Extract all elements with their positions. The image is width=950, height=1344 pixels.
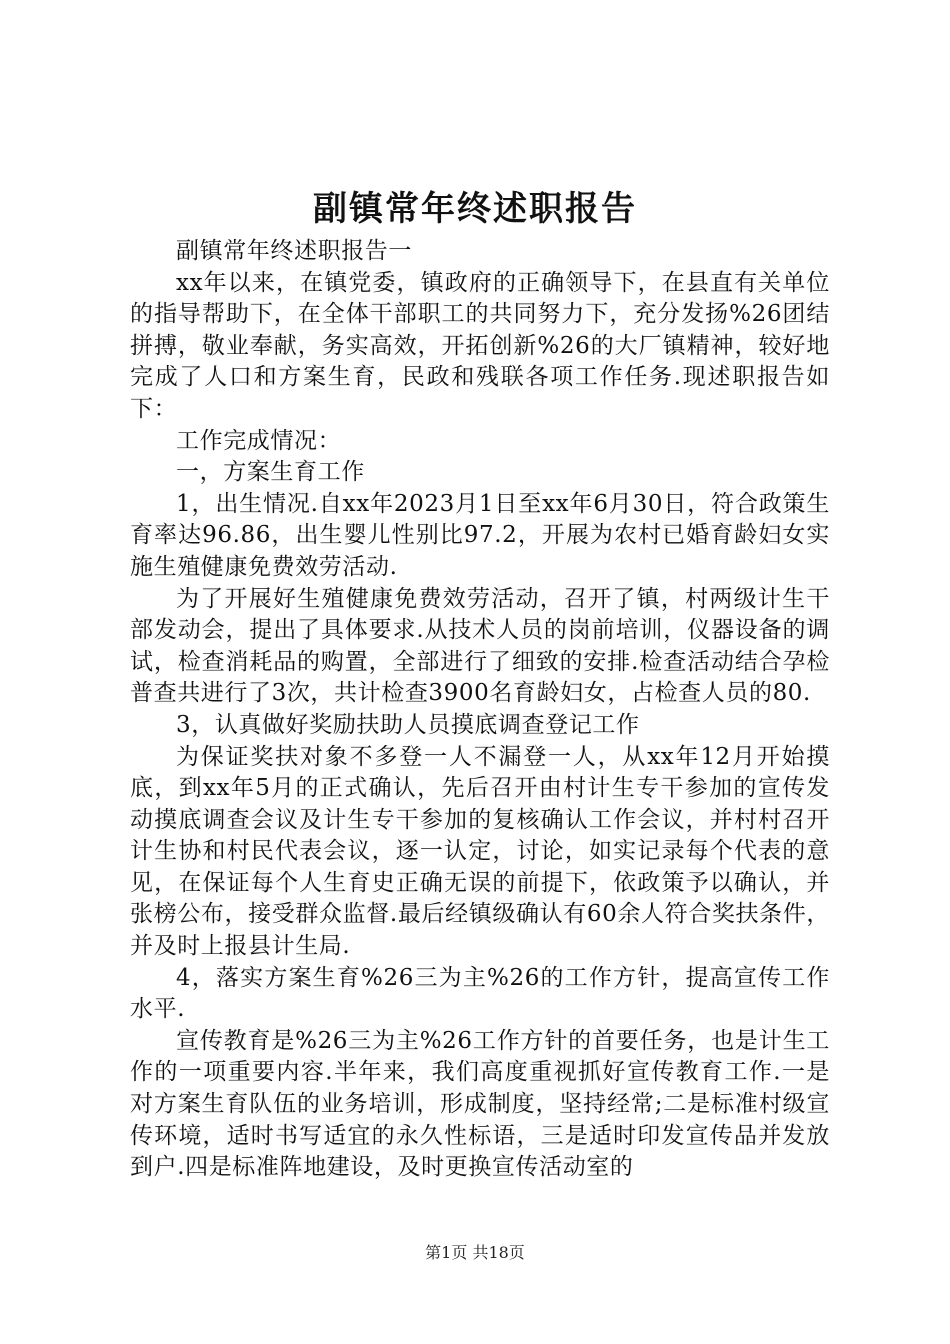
paragraph-item-3-heading: 3，认真做好奖励扶助人员摸底调查登记工作 <box>176 711 640 738</box>
document-body <box>130 236 830 1184</box>
paragraph-subsection-heading: 一，方案生育工作 <box>176 459 365 486</box>
paragraph-publicity: 宣传教育是%26三为主%26工作方针的首要任务，也是计生工作的一项重要内容.半年来，我们高度重视抓好宣传教育工作.一是对方案生育队伍的业务培训，形成制度，坚持经常;二是标准村级宣传环境，适时书写适宜的永久性标语，三是适时印发宣传品并发放到户.四是标准阵地建设，及时更换宣传活动室的 <box>130 1027 830 1181</box>
paragraph-birth-situation: 1，出生情况.自xx年2023月1日至xx年6月30日，符合政策生育率达96.86，出生婴儿性别比97.2，开展为农村已婚育龄妇女实施生殖健康免费效劳活动. <box>130 490 830 580</box>
paragraph-section-heading: 工作完成情况： <box>176 427 342 454</box>
paragraph-subtitle: 副镇常年终述职报告一 <box>176 238 412 264</box>
paragraph-health-service: 为了开展好生殖健康免费效劳活动，召开了镇，村两级计生干部发动会，提出了具体要求.从技术人员的岗前培训，仪器设备的调试，检查消耗品的购置，全部进行了细致的安排.检查活动结合孕检普查共进行了3次，共计检查3900名育龄妇女，占检查人员的80. <box>130 585 830 707</box>
document-title: 副镇常年终述职报告 <box>313 189 637 229</box>
paragraph-reward-survey: 为保证奖扶对象不多登一人不漏登一人，从xx年12月开始摸底，到xx年5月的正式确认，先后召开由村计生专干参加的宣传发动摸底调查会议及计生专干参加的复核确认工作会议，并村村召开计生协和村民代表会议，逐一认定，讨论，如实记录每个代表的意见，在保证每个人生育史正确无误的前提下，依政策予以确认，并张榜公布，接受群众监督.最后经镇级确认有60余人符合奖扶条件，并及时上报县计生局. <box>130 743 830 960</box>
page-number-footer: 第1页 共18页 <box>425 1243 525 1262</box>
paragraph-intro: xx年以来，在镇党委，镇政府的正确领导下，在县直有关单位的指导帮助下，在全体干部职工的共同努力下，充分发扬%26团结拼搏，敬业奉献，务实高效，开拓创新%26的大厂镇精神，较好地完成了人口和方案生育，民政和残联各项工作任务.现述职报告如下： <box>130 269 830 422</box>
paragraph-item-4-heading: 4，落实方案生育%26三为主%26的工作方针，提高宣传工作水平. <box>130 964 830 1023</box>
